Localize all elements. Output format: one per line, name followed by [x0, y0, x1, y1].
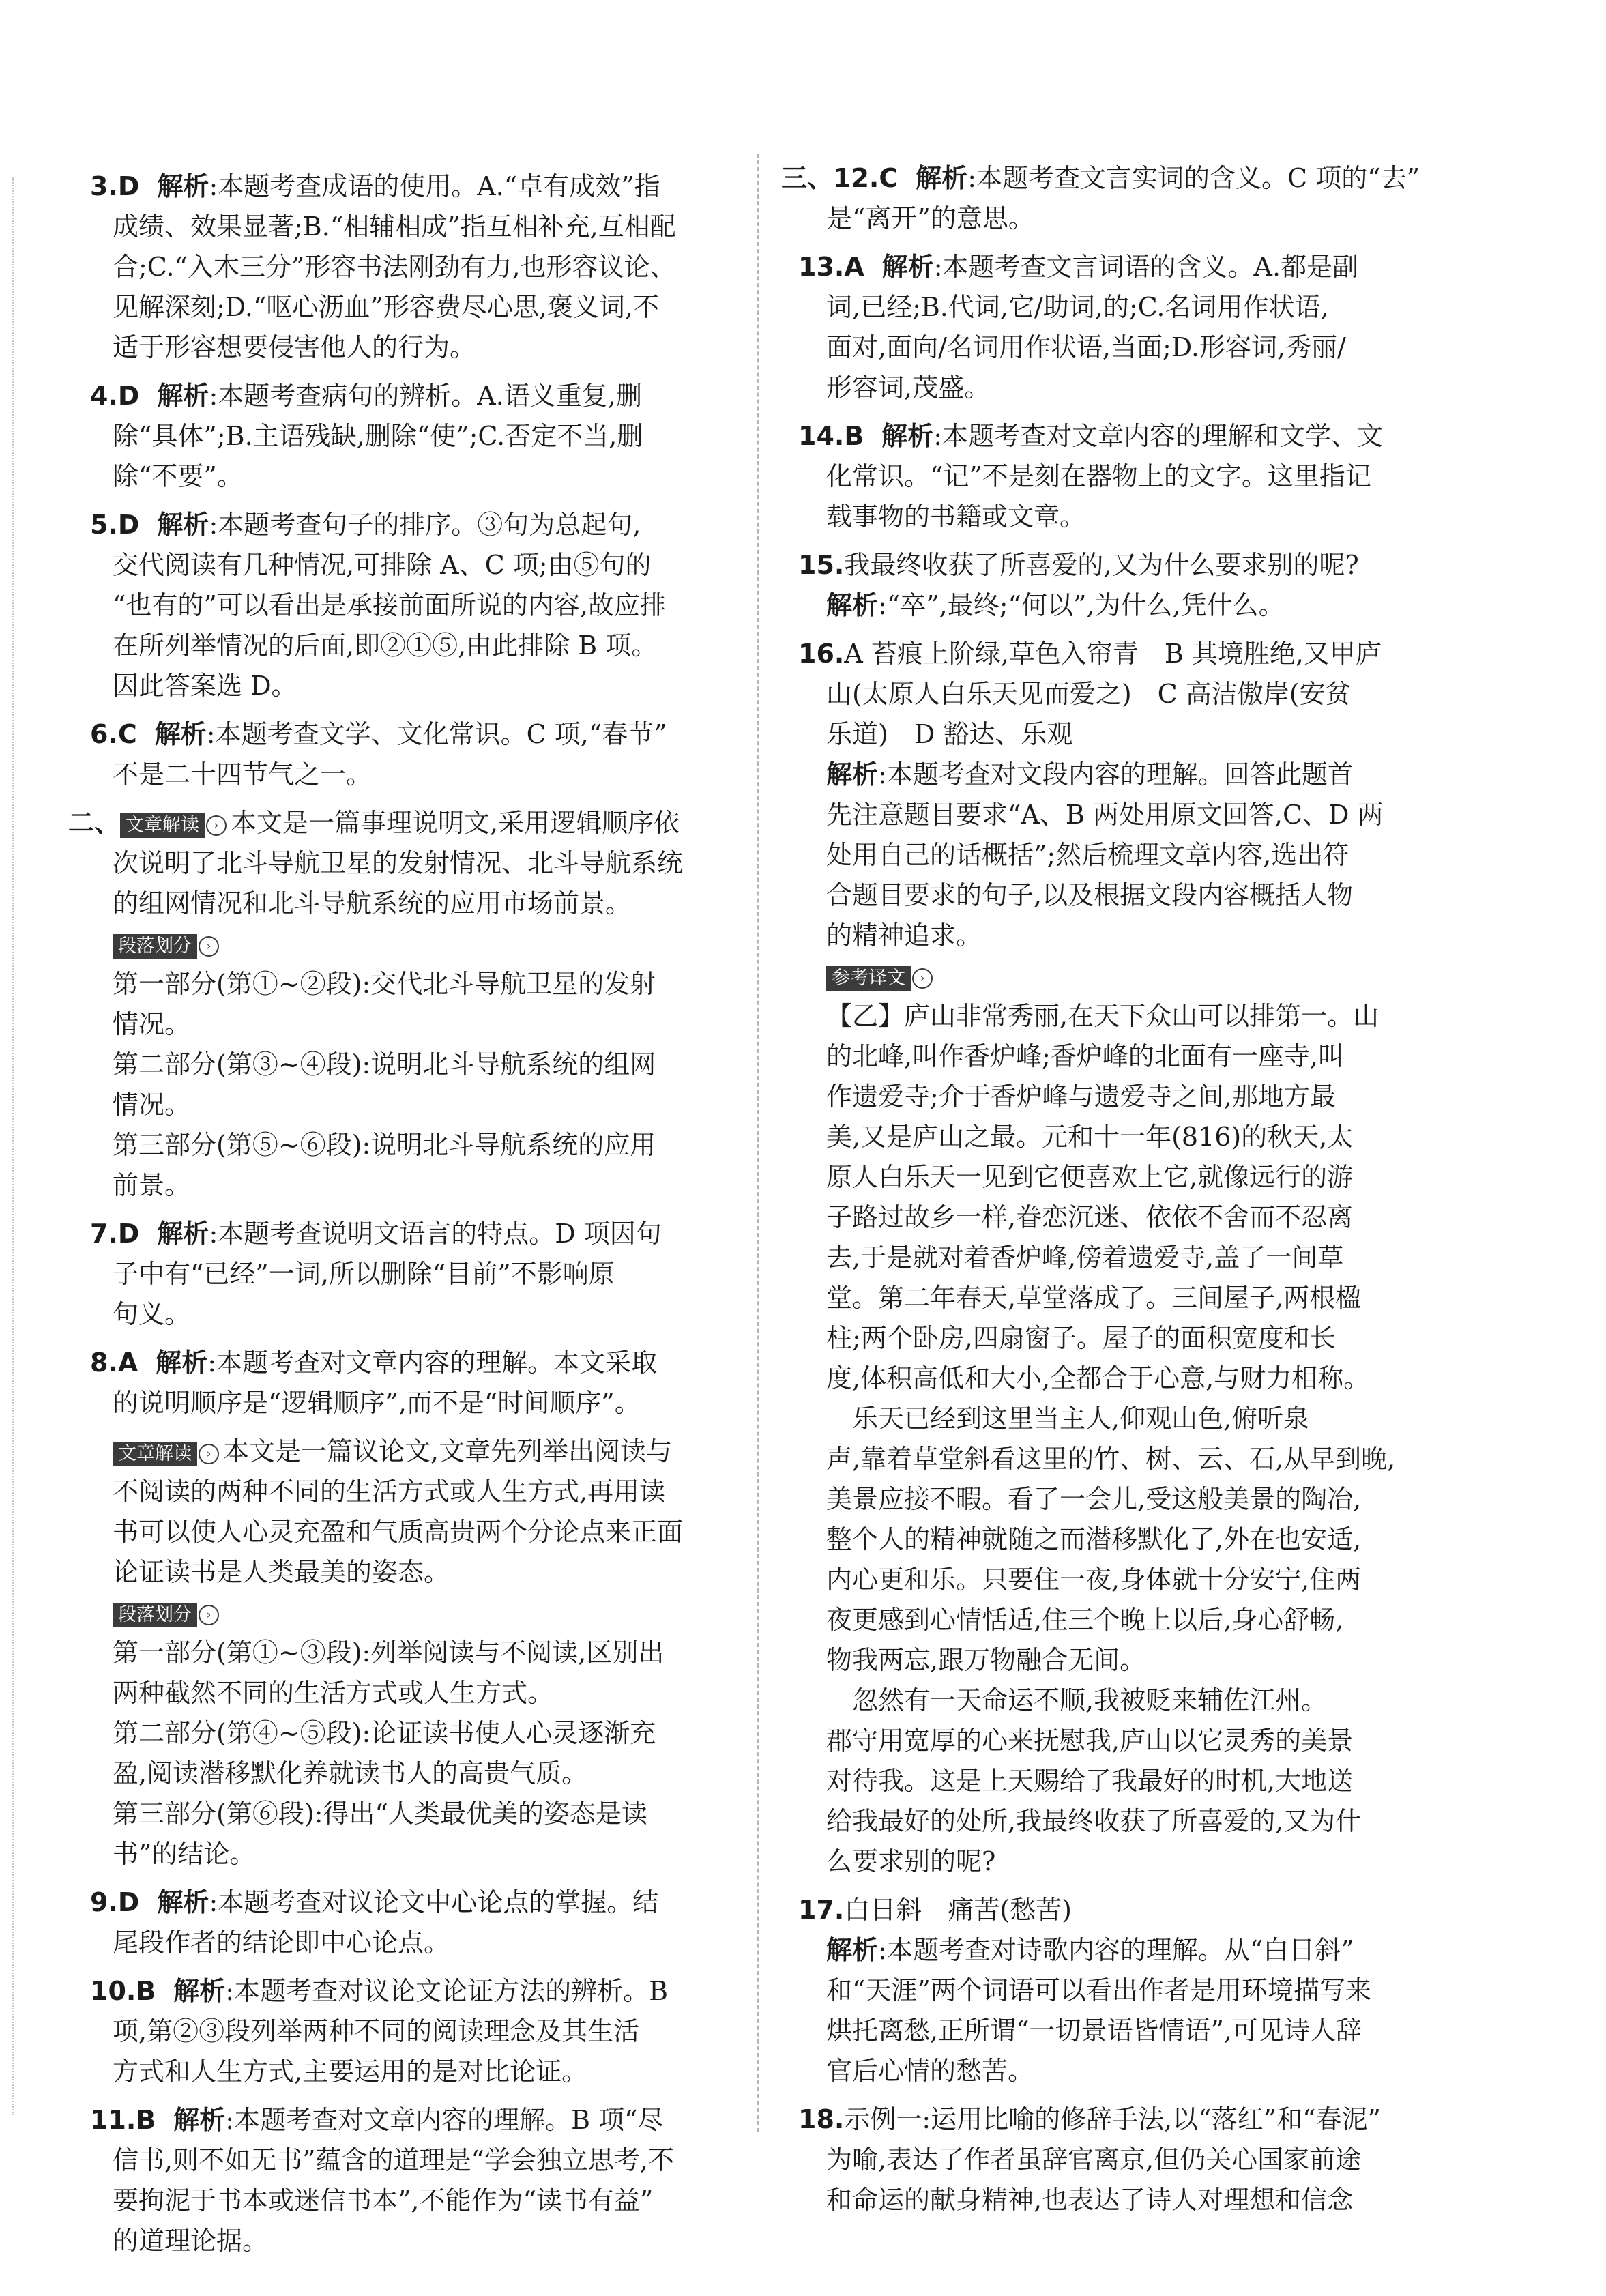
text-line — [68, 1343, 740, 1383]
question-number: 11.B — [90, 2105, 156, 2135]
line-text: 合;C.“入木三分”形容书法刚劲有力,也形容议论、 — [113, 252, 676, 282]
line-text: 对待我。这是上天赐给了我最好的时机,大地送 — [826, 1766, 1354, 1796]
line-text: 第三部分(第⑤~⑥段):说明北斗导航系统的应用 — [113, 1130, 656, 1160]
text-line — [781, 2180, 1477, 2220]
line-text: 成绩、效果显著;B.“相辅相成”指互相补充,互相配 — [113, 212, 676, 242]
text-line — [781, 1358, 1477, 1399]
line-text: 方式和人生方式,主要运用的是对比论证。 — [113, 2057, 588, 2087]
line-text: :本题考查病句的辨析。A.语义重复,删 — [209, 381, 642, 411]
line-text: 和“天涯”两个词语可以看出作者是用环境描写来 — [826, 1975, 1371, 2005]
text-line — [781, 1117, 1477, 1157]
text-line — [781, 2051, 1477, 2091]
text-line — [781, 1721, 1477, 1761]
analysis-label: 解析 — [173, 2105, 226, 2135]
text-line — [68, 626, 740, 666]
analysis-label: 解析 — [916, 163, 968, 193]
line-text: 书可以使人心灵充盈和气质高贵两个分论点来正面 — [113, 1517, 684, 1547]
line-text: 度,体积高低和大小,全都合于心意,与财力相称。 — [826, 1363, 1370, 1393]
line-text: 夜更感到心情恬适,住三个晚上以后,身心舒畅, — [826, 1605, 1344, 1635]
line-text: :本题考查说明文语言的特点。D 项因句 — [209, 1219, 662, 1249]
analysis-label: 解析 — [157, 510, 209, 540]
line-text: :本题考查文学、文化常识。C 项,“春节” — [206, 719, 667, 749]
text-line — [68, 1165, 740, 1206]
line-text: 作遗爱寺;介于香炉峰与遗爱寺之间,那地方最 — [826, 1081, 1336, 1111]
text-line — [781, 1399, 1477, 1439]
line-text: 的北峰,叫作香炉峰;香炉峰的北面有一座寺,叫 — [826, 1041, 1344, 1071]
analysis-label: 解析 — [157, 381, 209, 411]
text-line — [781, 1077, 1477, 1117]
text-line — [781, 1640, 1477, 1681]
line-text: 载事物的书籍或文章。 — [826, 502, 1086, 532]
binding-edge-dots — [12, 177, 14, 2115]
question-number: 14.B — [798, 421, 864, 451]
question-number: 12.C — [833, 163, 899, 193]
line-text: 白日斜 痛苦(愁苦) — [844, 1895, 1072, 1925]
text-line — [781, 1801, 1477, 1842]
text-line — [68, 1214, 740, 1254]
line-text: :本题考查对诗歌内容的理解。从“白日斜” — [878, 1935, 1354, 1965]
line-text: 给我最好的处所,我最终收获了所喜爱的,又为什 — [826, 1806, 1362, 1836]
text-line — [781, 2011, 1477, 2051]
text-line — [68, 2100, 740, 2140]
analysis-label: 解析 — [826, 1935, 879, 1965]
question-number: 17. — [798, 1895, 845, 1925]
text-line — [781, 634, 1477, 674]
text-line — [68, 1754, 740, 1794]
analysis-label: 解析 — [826, 590, 879, 620]
line-text: :本题考查对文章内容的理解。B 项“尽 — [225, 2105, 664, 2135]
text-line — [781, 1238, 1477, 1278]
line-text: :本题考查文言词语的含义。A.都是副 — [933, 252, 1359, 282]
circled-right-arrow-icon: › — [199, 1605, 219, 1625]
line-text: 【乙】庐山非常秀丽,在天下众山可以排第一。山 — [826, 1001, 1379, 1031]
text-line — [68, 2221, 740, 2261]
text-line — [68, 2052, 740, 2092]
line-text: 面对,面向/名词用作状语,当面;D.形容词,秀丽/ — [826, 332, 1346, 362]
line-text: :本题考查对文章内容的理解和文学、文 — [933, 421, 1384, 451]
text-line — [781, 497, 1477, 537]
text-line — [68, 755, 740, 795]
text-line — [68, 1971, 740, 2011]
text-line — [68, 1383, 740, 1423]
text-line — [781, 1157, 1477, 1197]
line-text: 乐天已经到这里当主人,仰观山色,俯听泉 — [852, 1404, 1310, 1434]
line-text: 除“不要”。 — [113, 461, 243, 491]
text-line — [68, 287, 740, 328]
line-text: 内心更和乐。只要住一夜,身体就十分安宁,住两 — [826, 1565, 1362, 1595]
line-text: 物我两忘,跟万物融合无间。 — [826, 1645, 1146, 1675]
circled-right-arrow-icon: › — [206, 815, 227, 836]
column-divider — [757, 154, 759, 2132]
line-text: :本题考查对议论文论证方法的辨析。B — [225, 1976, 669, 2006]
question-number: 8.A — [90, 1348, 138, 1378]
text-line — [68, 1294, 740, 1335]
analysis-label: 解析 — [156, 1348, 208, 1378]
line-text: 郡守用宽厚的心来抚慰我,庐山以它灵秀的美景 — [826, 1726, 1354, 1756]
line-text: 处用自己的话概括”;然后梳理文章内容,选出符 — [826, 840, 1349, 870]
line-text: 两种截然不同的生活方式或人生方式。 — [113, 1678, 554, 1708]
text-line — [68, 1883, 740, 1923]
text-line — [68, 1834, 740, 1874]
text-line — [68, 505, 740, 545]
text-line — [781, 1278, 1477, 1318]
line-text: 的精神追求。 — [826, 920, 982, 950]
line-text: 化常识。“记”不是刻在器物上的文字。这里指记 — [826, 461, 1371, 491]
line-text: “也有的”可以看出是承接前面所说的内容,故应排 — [113, 590, 666, 620]
line-text: 山(太原人白乐天见而爱之) C 高洁傲岸(安贫 — [826, 679, 1352, 709]
line-text: 整个人的精神就随之而潜移默化了,外在也安适, — [826, 1524, 1362, 1554]
line-text: :本题考查句子的排序。③句为总起句, — [209, 510, 641, 540]
section-tag: 段落划分 — [113, 934, 197, 959]
line-text: 本文是一篇议论文,文章先列举出阅读与 — [223, 1436, 673, 1466]
question-number: 16. — [798, 639, 845, 669]
analysis-label: 解析 — [881, 421, 934, 451]
analysis-label: 解析 — [157, 171, 209, 201]
text-line — [781, 674, 1477, 714]
line-text: 子路过故乡一样,眷恋沉迷、依依不舍而不忍离 — [826, 1202, 1354, 1232]
text-line — [781, 996, 1477, 1036]
line-text: 忽然有一天命运不顺,我被贬来辅佐江州。 — [852, 1685, 1328, 1715]
line-text: 第三部分(第⑥段):得出“人类最优美的姿态是读 — [113, 1799, 647, 1829]
line-text: 情况。 — [113, 1009, 191, 1039]
text-line — [68, 666, 740, 706]
circled-right-arrow-icon: › — [912, 968, 933, 989]
line-text: 交代阅读有几种情况,可排除 A、C 项;由⑤句的 — [113, 550, 652, 580]
line-text: 和命运的献身精神,也表达了诗人对理想和信念 — [826, 2185, 1354, 2215]
line-text: A 苔痕上阶绿,草色入帘青 B 其境胜绝,又甲庐 — [844, 639, 1382, 669]
text-line — [781, 247, 1477, 287]
text-line — [781, 835, 1477, 875]
text-line — [68, 1432, 740, 1472]
text-line — [68, 1552, 740, 1593]
text-line — [781, 585, 1477, 626]
section-tag: 段落划分 — [113, 1603, 197, 1627]
line-text: 美,又是庐山之最。元和十一年(816)的秋天,太 — [826, 1122, 1354, 1152]
line-text: 的说明顺序是“逻辑顺序”,而不是“时间顺序”。 — [113, 1388, 641, 1418]
text-line — [68, 166, 740, 207]
analysis-label: 解析 — [157, 1219, 209, 1249]
text-line — [68, 1713, 740, 1754]
text-line — [781, 1600, 1477, 1640]
text-line — [68, 1004, 740, 1045]
line-text: 本文是一篇事理说明文,采用逻辑顺序依 — [231, 808, 680, 838]
text-line — [781, 916, 1477, 956]
left-column — [68, 158, 740, 2261]
text-line — [781, 1681, 1477, 1721]
text-line — [781, 545, 1477, 585]
text-line — [68, 2140, 740, 2181]
text-line — [781, 1560, 1477, 1600]
line-text: :本题考查文言实词的含义。C 项的“去” — [967, 163, 1420, 193]
line-text: 的道理论据。 — [113, 2226, 269, 2256]
right-column — [781, 158, 1477, 2220]
text-line — [68, 1923, 740, 1963]
line-text: 除“具体”;B.主语残缺,删除“使”;C.否定不当,删 — [113, 421, 643, 451]
analysis-label: 解析 — [154, 719, 207, 749]
line-text: 在所列举情况的后面,即②①⑤,由此排除 B 项。 — [113, 630, 658, 660]
text-line — [68, 1593, 740, 1633]
question-number: 5.D — [90, 510, 140, 540]
text-line — [68, 2011, 740, 2052]
text-line — [68, 1512, 740, 1552]
text-line — [781, 1520, 1477, 1560]
line-text: 么要求别的呢? — [826, 1846, 996, 1876]
line-text: 是“离开”的意思。 — [826, 203, 1034, 233]
line-text: 信书,则不如无书”蕴含的道理是“学会独立思考,不 — [113, 2145, 675, 2175]
line-text: 第二部分(第④~⑤段):论证读书使人心灵逐渐充 — [113, 1718, 656, 1748]
text-line — [68, 545, 740, 585]
text-line — [781, 1197, 1477, 1238]
text-line — [781, 158, 1477, 199]
text-line — [68, 714, 740, 755]
text-line — [781, 1930, 1477, 1971]
text-line — [781, 1036, 1477, 1077]
question-number: 6.C — [90, 719, 137, 749]
line-text: 前景。 — [113, 1170, 191, 1200]
text-line — [68, 585, 740, 626]
section-tag: 文章解读 — [113, 1442, 197, 1466]
question-number: 3.D — [90, 171, 140, 201]
text-line — [68, 1472, 740, 1512]
text-line — [781, 2099, 1477, 2140]
text-line — [68, 1633, 740, 1673]
text-line — [68, 1125, 740, 1165]
analysis-label: 解析 — [173, 1976, 226, 2006]
question-number: 18. — [798, 2104, 845, 2134]
text-line — [68, 247, 740, 287]
text-line — [68, 207, 740, 247]
line-text: 原人白乐天一见到它便喜欢上它,就像远行的游 — [826, 1162, 1354, 1192]
text-line — [68, 1794, 740, 1834]
line-text: 官后心情的愁苦。 — [826, 2056, 1034, 2086]
line-text: 论证读书是人类最美的姿态。 — [113, 1557, 450, 1587]
line-text: :本题考查对议论文中心论点的掌握。结 — [209, 1887, 659, 1917]
question-number: 9.D — [90, 1887, 140, 1917]
text-line — [781, 1439, 1477, 1479]
text-line — [68, 376, 740, 416]
line-text: 声,靠着草堂斜看这里的竹、树、云、石,从早到晚, — [826, 1444, 1396, 1474]
line-text: 的组网情况和北斗导航系统的应用市场前景。 — [113, 888, 632, 918]
text-line — [781, 199, 1477, 239]
text-line — [68, 964, 740, 1004]
text-line — [781, 714, 1477, 755]
text-line — [781, 1479, 1477, 1520]
text-line — [68, 1254, 740, 1294]
text-line — [781, 1842, 1477, 1882]
line-text: 因此答案选 D。 — [113, 671, 297, 701]
line-text: 不是二十四节气之一。 — [113, 759, 373, 789]
text-line — [781, 795, 1477, 835]
question-number: 13.A — [798, 252, 864, 282]
line-text: 合题目要求的句子,以及根据文段内容概括人物 — [826, 880, 1354, 910]
line-text: :“卒”,最终;“何以”,为什么,凭什么。 — [878, 590, 1285, 620]
line-text: 情况。 — [113, 1090, 191, 1120]
line-text: 盈,阅读潜移默化养就读书人的高贵气质。 — [113, 1758, 588, 1788]
line-text: 先注意题目要求“A、B 两处用原文回答,C、D 两 — [826, 800, 1384, 830]
text-line — [68, 1085, 740, 1125]
text-line — [781, 755, 1477, 795]
text-line — [781, 287, 1477, 328]
line-text: 子中有“已经”一词,所以删除“目前”不影响原 — [113, 1259, 615, 1289]
line-text: 项,第②③段列举两种不同的阅读理念及其生活 — [113, 2016, 640, 2046]
line-text: 见解深刻;D.“呕心沥血”形容费尽心思,褒义词,不 — [113, 292, 660, 322]
text-line — [781, 328, 1477, 368]
line-text: 第一部分(第①~②段):交代北斗导航卫星的发射 — [113, 969, 656, 999]
section-tag: 文章解读 — [120, 813, 205, 838]
line-text: 第一部分(第①~③段):列举阅读与不阅读,区别出 — [113, 1638, 665, 1668]
section-tag: 参考译文 — [826, 966, 911, 991]
line-text: 我最终收获了所喜爱的,又为什么要求别的呢? — [844, 550, 1359, 580]
line-text: 适于形容想要侵害他人的行为。 — [113, 332, 476, 362]
text-line — [68, 456, 740, 497]
text-line — [68, 1673, 740, 1713]
text-line — [781, 1890, 1477, 1930]
text-line — [68, 884, 740, 924]
line-text: 形容词,茂盛。 — [826, 373, 991, 403]
text-line — [781, 416, 1477, 456]
line-text: 次说明了北斗导航卫星的发射情况、北斗导航系统 — [113, 848, 684, 878]
analysis-label: 解析 — [157, 1887, 209, 1917]
line-text: 书”的结论。 — [113, 1839, 256, 1869]
line-text: :本题考查对文章内容的理解。本文采取 — [207, 1348, 658, 1378]
line-text: 烘托离愁,正所谓“一切景语皆情语”,可见诗人辞 — [826, 2016, 1362, 2046]
question-number: 10.B — [90, 1976, 156, 2006]
circled-right-arrow-icon: › — [199, 936, 219, 957]
text-line — [68, 843, 740, 884]
text-line — [781, 368, 1477, 408]
section-number: 三、 — [781, 163, 834, 193]
line-text: 不阅读的两种不同的生活方式或人生方式,再用读 — [113, 1477, 666, 1507]
text-line — [781, 456, 1477, 497]
question-number: 4.D — [90, 381, 140, 411]
analysis-label: 解析 — [826, 759, 879, 789]
line-text: 为喻,表达了作者虽辞官离京,但仍关心国家前途 — [826, 2145, 1362, 2175]
analysis-label: 解析 — [881, 252, 934, 282]
line-text: 柱;两个卧房,四扇窗子。屋子的面积宽度和长 — [826, 1323, 1336, 1353]
text-line — [781, 1761, 1477, 1801]
text-line — [781, 1318, 1477, 1358]
line-text: :本题考查对文段内容的理解。回答此题首 — [878, 759, 1354, 789]
line-text: 乐道) D 豁达、乐观 — [826, 719, 1073, 749]
line-text: 第二部分(第③~④段):说明北斗导航系统的组网 — [113, 1049, 656, 1079]
question-number: 15. — [798, 550, 845, 580]
line-text: 词,已经;B.代词,它/助词,的;C.名词用作状语, — [826, 292, 1329, 322]
line-text: 示例一:运用比喻的修辞手法,以“落红”和“春泥” — [844, 2104, 1381, 2134]
section-number: 二、 — [68, 808, 121, 838]
line-text: 堂。第二年春天,草堂落成了。三间屋子,两根楹 — [826, 1283, 1362, 1313]
line-text: 尾段作者的结论即中心论点。 — [113, 1928, 450, 1958]
question-number: 7.D — [90, 1219, 140, 1249]
text-line — [68, 803, 740, 843]
line-text: :本题考查成语的使用。A.“卓有成效”指 — [209, 171, 660, 201]
line-text: 要拘泥于书本或迷信书本”,不能作为“读书有益” — [113, 2185, 654, 2215]
text-line — [781, 875, 1477, 916]
circled-right-arrow-icon: › — [199, 1444, 219, 1464]
line-text: 句义。 — [113, 1299, 191, 1329]
text-line — [68, 1045, 740, 1085]
text-line — [68, 416, 740, 456]
text-line — [68, 2181, 740, 2221]
text-line — [68, 924, 740, 964]
text-line — [781, 1971, 1477, 2011]
text-line — [781, 956, 1477, 996]
text-line — [781, 2140, 1477, 2180]
line-text: 美景应接不暇。看了一会儿,受这般美景的陶冶, — [826, 1484, 1362, 1514]
line-text: 去,于是就对着香炉峰,傍着遗爱寺,盖了一间草 — [826, 1243, 1344, 1273]
text-line — [68, 328, 740, 368]
